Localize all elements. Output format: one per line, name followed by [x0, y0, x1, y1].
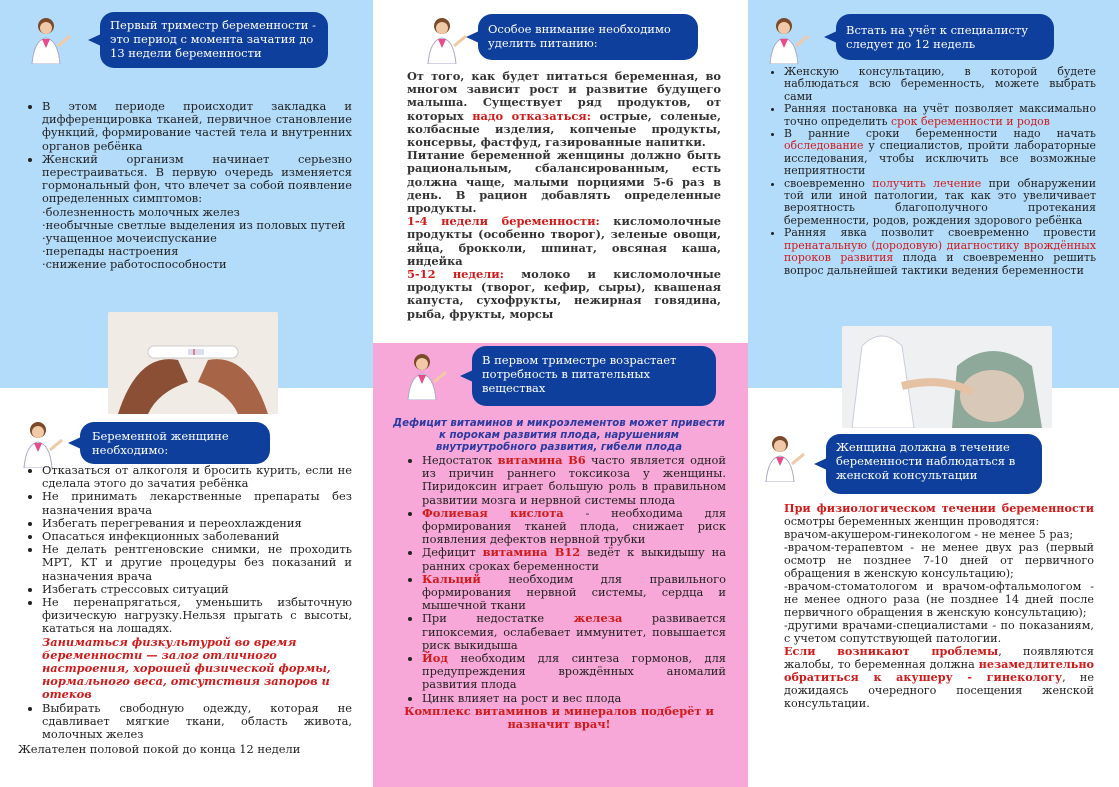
exam-line: -врачом-стоматологом и врачом-офтальмологом - не менее одного раза (не позднее 14 дней после первичного обращения в женскую консультацию); — [784, 580, 1094, 619]
symptom-item: ·учащенное мочеиспускание — [42, 231, 217, 246]
doctor-icon — [16, 418, 66, 468]
exam-line: -врачом-терапевтом - не менее двух раз (первый осмотр не позднее 7-10 дней от первичного обращения в женскую консультацию); — [784, 541, 1094, 580]
list-item: • Кальций необходим для правильного формирования нервной системы, сердца и мышечной ткани — [422, 573, 726, 613]
panel2-content — [18, 463, 352, 757]
weeks-1-4-label: 1-4 недели беременности: — [407, 214, 600, 229]
exam-line: -другими врачами-специалистами - по показаниям, с учетом сопутствующей патологии. — [784, 619, 1094, 645]
panel6-content: При физиологическом течении беременности осмотры беременных женщин проводятся: врачом-акушером-гинекологом - не менее 5 раз; -врачом-терапевтом - не менее двух раз (первый осмотр не позднее 7-10 дней от первичного обращения в женскую консультацию); -врачом-стоматологом и врачом-офтальмологом - не менее одного раза (не позднее 14 дней после первичного обращения в женскую консультацию); -другими врачами-специалистами - по показаниям, с учетом сопутствующей патологии. Если возникают проблемы, появляются жалобы, то беременная должна незамедлительно обратиться к акушеру - гинекологу, не дожидаясь очередного посещения женской консультации. — [784, 501, 1094, 710]
doctor-icon — [400, 350, 450, 400]
doctor-icon — [420, 14, 470, 64]
panel6-title-bubble: Женщина должна в течение беременности наблюдаться в женской консультации — [826, 434, 1042, 494]
list-item: • Выбирать свободную одежду, которая не сдавливает мягкие ткани, область живота, молочных желез — [42, 702, 352, 742]
list-item: • Избегать перегревания и переохлаждения — [42, 517, 352, 530]
list-item: • своевременно получить лечение при обнаружении той или иной патологии, так как это увеличивает вероятность благополучного протекания беременности, родов, рождения здорового ребёнка — [784, 178, 1096, 228]
symptom-item: ·необычные светлые выделения из половых путей — [42, 217, 346, 232]
intro-red: надо отказаться: — [472, 108, 591, 123]
list-item: • В этом периоде происходит закладка и дифференцировка тканей, первичное становление функций, формирование частей тела и внутренних органов ребёнка — [42, 100, 352, 153]
lead-red: При физиологическом течении беременности — [784, 501, 1094, 515]
panel5-title-bubble: Встать на учёт к специалисту следует до 12 недель — [836, 14, 1054, 60]
list-item: • Йод необходим для синтеза гормонов, для предупреждения врождённых аномалий развития плода — [422, 652, 726, 692]
list-item: • Не принимать лекарственные препараты без назначения врача — [42, 490, 352, 516]
list-item: • Дефицит витамина В12 ведёт к выкидышу на ранних сроках беременности — [422, 546, 726, 572]
list-item: • Ранняя постановка на учёт позволяет максимально точно определить срок беременности и родов — [784, 103, 1096, 128]
list-item: • В ранние сроки беременности надо начать обследование у специалистов, пройти лабораторные исследования, чтобы исключить все возможные неприятности — [784, 128, 1096, 178]
list-item: • Недостаток витамина В6 часто является одной из причин раннего токсикоза у женщины. Пиридоксин играет большую роль в правильном развитии мозга и нервной системы плода — [422, 454, 726, 507]
panel4-content — [392, 418, 726, 731]
warn-red: Если возникают проблемы — [784, 644, 999, 658]
panel5-content — [764, 66, 1096, 277]
exam-line: врачом-акушером-гинекологом - не менее 5 раз; — [784, 528, 1074, 541]
panel3-content — [407, 70, 721, 321]
weeks-5-12-text: молоко и кисломолочные продукты (творог, кефир, сыры), квашеная капуста, сухофрукты, нежирная говядина, рыба, фрукты, морсы — [407, 267, 721, 321]
weeks-1-4-text: кисломолочные продукты (особенно творог), зеленые овощи, яйца, брокколи, шпинат, овсяная каша, индейка — [407, 214, 721, 268]
panel1-title-bubble: Первый триместр беременности - это период с момента зачатия до 13 недели беременности — [100, 12, 328, 68]
panel3-title-bubble: Особое внимание необходимо уделить питанию: — [478, 14, 698, 60]
deficit-note: Дефицит витаминов и микроэлементов может привести к порокам развития плода, нарушениям внутриутробного развития, гибели плода — [393, 418, 725, 453]
intro-text: От того, как будет питаться беременная, во многом зависит рост и развитие будущего малыша. Существует ряд продуктов, от которых — [407, 69, 721, 123]
weeks-5-12-label: 5-12 недели: — [407, 267, 504, 282]
panel4-footer: Комплекс витаминов и минералов подберёт и назначит врач! — [404, 703, 714, 732]
list-item: • Опасаться инфекционных заболеваний — [42, 530, 352, 543]
sport-note: Заниматься физкультурой во время беременности — залог отличного настроения, хорошей физической формы, нормального веса, отсутствия запоров и отеков — [42, 634, 331, 702]
panel4-title-bubble: В первом триместре возрастает потребность в питательных веществах — [472, 346, 716, 406]
list-item: • Цинк влияет на рост и вес плода — [422, 692, 726, 705]
intro-text: острые, соленые, колбасные изделия, копченые продукты, консервы, фастфуд, газированные напитки. — [407, 108, 721, 150]
nutrition-paragraph: Питание беременной женщины должно быть рациональным, сбалансированным, есть должна чаще, малыми порциями 5-6 раз в день. В рацион добавлять определенные продукты. — [407, 148, 721, 216]
list-item: • Фолиевая кислота - необходима для формирования тканей плода, снижает риск появления дефектов нервной трубки — [422, 507, 726, 547]
panel2-title-bubble: Беременной женщине необходимо: — [80, 422, 270, 464]
list-item: • Не делать рентгеновские снимки, не проходить МРТ, КТ и другие процедуры без показаний и назначения врача — [42, 543, 352, 583]
list-item: • Женскую консультацию, в которой будете наблюдаться всю беременность, можете выбрать сами — [784, 66, 1096, 103]
list-item: • При недостатке железа развивается гипоксемия, ослабевает иммунитет, повышается риск выкидыша — [422, 612, 726, 652]
panel1-content — [22, 100, 352, 272]
doctor-icon — [24, 14, 74, 64]
symptom-item: ·болезненность молочных желез — [42, 204, 240, 219]
list-item: • Отказаться от алкоголя и бросить курить, если не сделала этого до зачатия ребёнка — [42, 464, 352, 490]
pregnancy-test-photo — [108, 312, 278, 414]
panel2-footer: Желателен половой покой до конца 12 недели — [18, 742, 301, 757]
list-item: • Ранняя явка позволит своевременно провести пренатальную (дородовую) диагностику врождённых пороков развития плода и своевременно решить вопрос дальнейшей тактики ведения беременности — [784, 227, 1096, 277]
list-item: • Не перенапрягаться, уменьшить избыточную физическую нагрузку.Нельзя прыгать с высоты, кататься на лошадях. — [42, 596, 352, 636]
list-item: • Женский организм начинает серьезно перестраиваться. В первую очередь изменяется гормональный фон, что влечет за собой появление определенных симптомов: — [42, 153, 352, 206]
doctor-icon — [762, 14, 812, 64]
symptom-item: ·перепады настроения — [42, 244, 179, 259]
doctor-icon — [758, 432, 808, 482]
doctor-patient-photo — [842, 326, 1052, 428]
lead-text: осмотры беременных женщин проводятся: — [784, 515, 1040, 528]
list-item: • Избегать стрессовых ситуаций — [42, 583, 352, 596]
symptom-item: ·снижение работоспособности — [42, 257, 227, 272]
warn-red-2: незамедлительно обратиться к акушеру - гинекологу — [784, 657, 1094, 684]
